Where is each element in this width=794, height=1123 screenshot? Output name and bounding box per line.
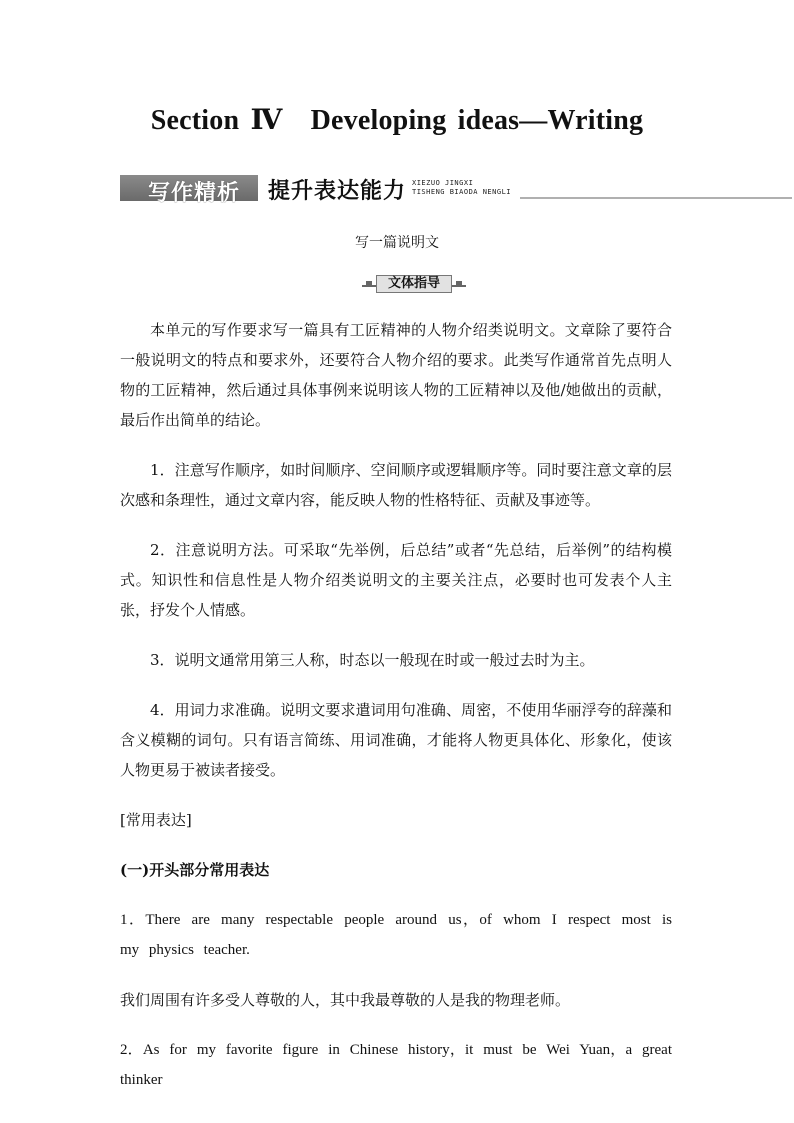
genre-tag-dot-left [366,281,372,287]
banner-pinyin-line1: XIEZUO JINGXI [412,179,474,187]
banner-gray-block [120,175,258,206]
section-one-heading: (一)开头部分常用表达 [120,861,270,879]
guideline-item: 3．说明文通常用第三人称，时态以一般现在时或一般过去时为主。 [150,651,595,669]
page-title: Section Ⅳ Developing ideas—Writing [150,105,644,136]
banner-rule [520,197,792,199]
banner-gray-label: 写作精析 [148,181,241,206]
guideline-item: 1．注意写作顺序，如时间顺序、空间顺序或逻辑顺序等。同时要注意文章的层次感和条理性，通过文章内容，能反映人物的性格特征、贡献及事迹等。 [120,461,672,509]
section-banner [120,172,792,204]
banner-main-label: 提升表达能力 [268,179,407,204]
guideline-item: 2．注意说明方法。可采取“先举例，后总结”或者“先总结，后举例”的结构模式。知识性和信息性是人物介绍类说明文的主要关注点，必要时也可发表个人主张，抒发个人情感。 [120,541,672,619]
genre-tag-label: 文体指导 [376,275,452,293]
example-english: 2．As for my favorite figure in Chinese history，it must be Wei Yuan，a great thinker [120,1042,672,1088]
guideline-item: 4．用词力求准确。说明文要求遣词用句准确、周密，不使用华丽浮夸的辞藻和含义模糊的词句。只有语言简练、用词准确，才能将人物更具体化、形象化，使该人物更易于被读者接受。 [120,701,672,779]
banner-pinyin [412,179,511,197]
genre-tag [362,275,466,295]
example-chinese: 我们周围有许多受人尊敬的人，其中我最尊敬的人是我的物理老师。 [120,991,571,1009]
common-expressions-label: [常用表达] [120,811,192,829]
intro-paragraph: 本单元的写作要求写一篇具有工匠精神的人物介绍类说明文。文章除了要符合一般说明文的特点和要求外，还要符合人物介绍的要求。此类写作通常首先点明人物的工匠精神，然后通过具体事例来说明该人物的工匠精神以及他/她做出的贡献，最后作出简单的结论。 [120,321,672,429]
document-body [120,315,672,1115]
example-english: 1．There are many respectable people around us，of whom I respect most is my physics teacher. [120,912,672,958]
banner-pinyin-line2: TISHENG BIAODA NENGLI [412,188,512,196]
genre-tag-dot-right [456,281,462,287]
subtitle: 写一篇说明文 [355,235,439,251]
